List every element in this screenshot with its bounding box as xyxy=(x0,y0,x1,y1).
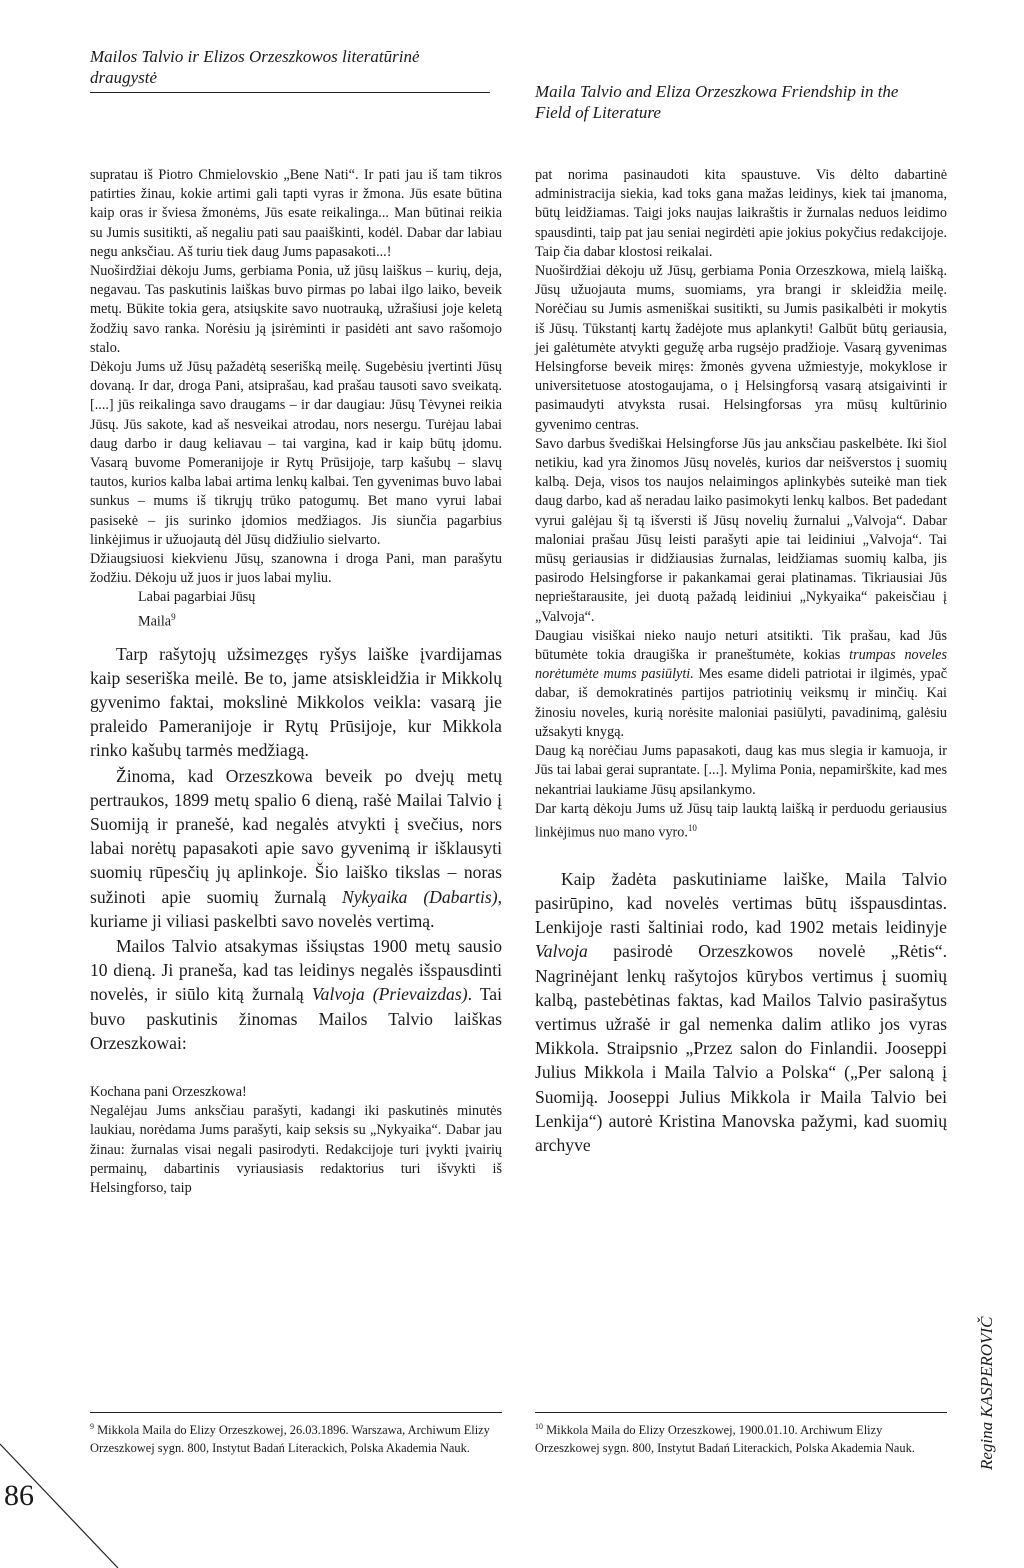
signature-name: Maila xyxy=(138,613,172,630)
body-paragraph xyxy=(90,934,502,1055)
footnote-text: Mikkola Maila do Elizy Orzeszkowej, 1900.01.10. Archiwum Elizy Orzeszkowej sygn. 800, Instytut Badań Literackich, Polska Akademia Nauk. xyxy=(535,1423,915,1455)
page-number: 86 xyxy=(4,1479,34,1512)
letter-closing: Labai pagarbiai Jūsų xyxy=(138,589,256,606)
letter-paragraph: Dėkoju Jums už Jūsų pažadėtą seserišką meilę. Sugebėsiu įvertinti Jūsų dovaną. Ir dar, droga Pani, atsiprašau, kad prašau tausoti savo sveikatą. [....] jūs reikalinga savo draugams – ir dar daugiau: Jūsų Tėvynei reikia Jūsų. Jūs sakote, kad aš nesveikai atrodau, nors nesergu. Turėjau labai daug darbo ir daug keliavau – tai vargina, kad ir kaip būtų įdomu. Vasarą buvome Pomeranijoje ir Rytų Prūsijoje, tarp kašubų – slavų tautos, kurios kalba labai artima lenkų kalbai. Ten gyvenimas buvo labai sunkus – mums iš tikrųjų trūko patogumų. Bet mano vyrui labai pasisekė – jis surinko įdomios medžiagos. Jis siunčia pagarbius linkėjimus ir užuojautą dėl Jūsų didžiulio sielvarto. xyxy=(90,359,502,548)
journal-title: Valvoja xyxy=(311,984,365,1005)
letter-paragraph: Džiaugsiuosi kiekvienu Jūsų, szanowna i droga Pani, man parašytu žodžiu. Dėkoju už juos ir juos labai myliu. xyxy=(90,551,502,587)
letter-greeting: Kochana pani Orzeszkowa! xyxy=(90,1084,247,1101)
footnote-left xyxy=(90,1412,502,1457)
body-text: pasirodė Orzeszkowos novelė „Rėtis“. Nagrinėjant lenkų rašytojos kūrybos vertimus į suomių kalbą, pastebėtinas faktas, kad Mailos Talvio pasirašytus vertimus užrašė ir gal nemenka dalim atliko jos vyras Mikkola. Straipsnio „Przez salon do Finlandii. Jooseppi Julius Mikkola i Maila Talvio a Polska“ („Per saloną į Suomiją. Jooseppi Julius Mikkola ir Maila Talvio bei Lenkija“) autorė Kristina Manovska pažymi, kad suomių archyve xyxy=(535,941,947,1156)
body-text: Dar kartą dėkoju Jums už Jūsų taip lauktą laišką ir perduodu geriausius linkėjimus nuo mano vyro. xyxy=(535,800,947,841)
right-column xyxy=(535,166,947,1157)
body-text: Kaip žadėta paskutiniame laiške, Maila Talvio pasirūpino, kad novelės vertimas būtų išspausdintas. Lenkijoje rasti šaltiniai rodo, kad 1902 metais leidinyje xyxy=(535,868,947,938)
left-column xyxy=(90,166,502,1198)
letter-paragraph: Daug ką norėčiau Jums papasakoti, daug kas mus slegia ir kamuoja, ir Jūs tai labai gerai suprantate. [...]. Mylima Ponia, nepamirškite, kad mes nekantriai laukiame Jūsų apsilankymo. xyxy=(535,743,947,798)
letter-paragraph: Negalėjau Jums anksčiau parašyti, kadangi iki paskutinės minutės laukiau, norėdama Jums parašyti, kaip seksis su „Nykyaika“. Dabar jau žinau: žurnalas visai negali pasirodyti. Redakcijoje turi įvykti įvairių permainų, dabartinis vyriausiasis redaktorius turi išvykti iš Helsingforso, taip xyxy=(90,1103,502,1197)
journal-title: Valvoja xyxy=(535,941,588,962)
letter-paragraph: Savo darbus švediškai Helsingforse Jūs jau anksčiau paskelbėte. Iki šiol netikiu, kad yra žinomos Jūsų novelės, kurios dar neišverstos į suomių kalbą. Deja, visos tos naujos nelaimingos aplinkybės suteikė man tiek daug darbo, kad aš neradau laiko pasimokyti lenkų kalbos. Bet padedant vyrui galėjau šį tą išversti iš Jūsų novelių žurnalui „Valvoja“. Dabar maloniai prašau Jūsų leisti parašyti apie tai leidiniui „Valvoja“. Tai mūsų geriausias ir didžiausias žurnalas, leidžiamas suomių kalba, jis pasirodo Helsingforse ir pakankamai gerai platinamas. Tikriausiai Jūs neprieštarausite, jei duotą pažadą leidiniui „Nykyaika“ pakeisčiau į „Valvoja“. xyxy=(535,435,947,625)
body-text: Žinoma, kad Orzeszkowa beveik po dvejų metų pertraukos, 1899 metų spalio 6 dieną, rašė Mailai Talvio į Suomiją ir pranešė, kad negalės atvykti į svečius, nors labai norėtų papasakoti apie savo gyvenimą ir išklausyti suomių rūpesčių jų aplinkoje. Šio laiško tikslas – noras sužinoti apie suomių žurnalą xyxy=(90,765,502,907)
footnote-number: 9 xyxy=(90,1422,94,1431)
footnote-text: Mikkola Maila do Elizy Orzeszkowej, 26.03.1896. Warszawa, Archiwum Elizy Orzeszkowej sygn. 800, Instytut Badań Literackich, Polska Akademia Nauk. xyxy=(90,1423,490,1455)
body-paragraph: Tarp rašytojų užsimezgęs ryšys laiške įvardijamas kaip seseriška meilė. Be to, jame atsiskleidžia ir Mikkolų gyvenimo faktai, mokslinė Mikkolos veikla: vasarą jie praleido Pameranijoje ir Rytų Prūsijoje, kur Mikkola rinko kašubų tarmės medžiagą. xyxy=(90,643,502,761)
italic-phrase: trumpas noveles norėtumėte mums pasiūlyti. xyxy=(535,647,947,683)
running-header-left: Mailos Talvio ir Elizos Orzeszkowos literatūrinė draugystė xyxy=(90,46,490,93)
body-text: Daugiau visiškai nieko naujo neturi atsitikti. Tik prašau, kad Jūs būtumėte tokia draugiška ir praneštumėte, kokias xyxy=(535,627,947,664)
letter-paragraph: Nuoširdžiai dėkoju už Jūsų, gerbiama Ponia Orzeszkowa, mielą laišką. Jūsų užuojauta mums, suomiams, yra brangi ir skleidžia meilę. Norėčiau su Jumis asmeniškai susitikti, su Jumis pasikalbėti ir mokytis iš Jūsų. Tūkstantį kartų žadėjote mus aplankyti! Galbūt būtų geriausia, jei galėtumėte atvykti gegužę arba rugsėjo pradžioje. Vasarą gyvenimas Helsingforse beveik miręs: žmonės gyvena užmiestyje, mokyklose ir universitetuose atostogaujama, o į Helsingforsą vasarą atsigaivinti ir pasimaudyti atvyksta rusai. Helsingforsas yra mūsų kultūrinio gyvenimo centras. xyxy=(535,263,947,433)
letter-paragraph: pat norima pasinaudoti kita spaustuve. Vis dėlto dabartinė administracija siekia, kad toks gana mažas leidinys, kiek tai įmanoma, būtų leidžiamas. Taigi joks naujas laikraštis ir žurnalas neduos leidimo spausdinti, taip pat jau seniai negirdėti apie jokius pokyčius redakcijoje. Taip čia dabar klostosi reikalai. xyxy=(535,167,947,260)
letter-paragraph: supratau iš Piotro Chmielovskio „Bene Nati“. Ir pati jau iš tam tikros patirties žinau, kokie artimi gali tapti vyras ir žmona. Jūs esate būtina kaip oras ir šviesa žmonėms, Jūs esate reikalinga... Man būtinai reikia su Jumis susitikti, aš negaliu pati sau paaiškinti, kodėl. Dabar dar labiau negu anksčiau. Aš turiu tiek daug Jums papasakoti...! xyxy=(90,167,502,260)
letter-paragraph xyxy=(535,627,947,742)
footnote-number: 10 xyxy=(535,1422,543,1431)
author-vertical-label: Regina KASPEROVIČ xyxy=(977,1316,996,1470)
body-text: , kuriame ji viliasi paskelbti savo novelės vertimą. xyxy=(90,886,503,931)
running-header-right: Maila Talvio and Eliza Orzeszkowa Friendship in the Field of Literature xyxy=(535,82,899,122)
journal-translation: (Prievaizdas) xyxy=(372,984,468,1005)
journal-translation: (Dabartis) xyxy=(423,886,498,907)
letter-signature xyxy=(90,608,502,632)
footnote-right xyxy=(535,1412,947,1457)
letter-paragraph xyxy=(535,800,947,843)
body-paragraph xyxy=(90,764,502,933)
body-text: Mes esame dideli patriotai ir ilgimės, ypač dabar, iš demokratinės partijos patriotinių veiksmų ir minčių. Kai žinosiu noveles, kurią norėsite maloniai pasiūlyti, pavadinimą, galėsiu užsakyti knygą. xyxy=(535,666,948,740)
body-paragraph xyxy=(535,867,947,1157)
letter-paragraph: Nuoširdžiai dėkoju Jums, gerbiama Ponia, už jūsų laiškus – kurių, deja, negavau. Tas paskutinis laiškas buvo pirmas po labai ilgo laiko, beveik metų. Būkite tokia gera, atsiųskite savo nuotrauką, užrašiusi joje keletą žodžių savo ranka. Norėsiu ją įsirėminti ir pasidėti ant savo rašomojo stalo. xyxy=(90,263,502,356)
footnote-ref: 9 xyxy=(171,611,176,622)
journal-title: Nykyaika xyxy=(342,886,408,907)
body-text: . Tai buvo paskutinis žinomas Mailos Talvio laiškas Orzeszkowai: xyxy=(90,984,502,1053)
body-text: Mailos Talvio atsakymas išsiųstas 1900 metų sausio 10 dieną. Ji praneša, kad tas leidinys negalės išspausdinti novelės, ir siūlo kitą žurnalą xyxy=(90,936,502,1005)
footnote-ref: 10 xyxy=(687,822,697,833)
